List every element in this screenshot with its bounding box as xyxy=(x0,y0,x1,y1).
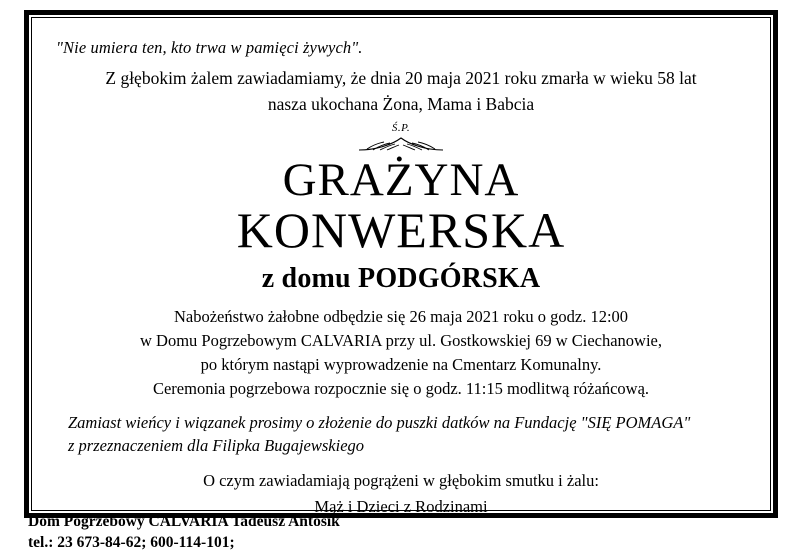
sp-abbreviation: Ś.P. xyxy=(391,122,411,135)
ceremony-details-line: Ceremonia pogrzebowa rozpocznie się o godz. 11:15 modlitwą różańcową. xyxy=(152,378,650,398)
closing-line: O czym zawiadamiają pogrążeni w głębokim smutku i żalu: xyxy=(203,470,599,490)
donation-request xyxy=(68,411,746,457)
ceremony-details-line: po którym nastąpi wyprowadzenie na Cmentarz Komunalny. xyxy=(200,354,602,374)
deceased-maiden-name: z domu PODGÓRSKA xyxy=(261,263,541,295)
announcement-line-2: nasza ukochana Żona, Mama i Babcia xyxy=(267,94,535,115)
funeral-home-footer xyxy=(28,512,340,554)
announcement-line-1: Z głębokim żalem zawiadamiamy, że dnia 20 maja 2021 roku zmarła w wieku 58 lat xyxy=(105,68,697,88)
ceremony-details-line: Nabożeństwo żałobne odbędzie się 26 maja 2021 roku o godz. 12:00 xyxy=(173,307,629,327)
obituary-frame xyxy=(24,10,778,518)
donation-request-line: z przeznaczeniem dla Filipka Bugajewskiego xyxy=(68,435,365,455)
donation-request-line: Zamiast wieńcy i wiązanek prosimy o złożenie do puszki datków na Fundację "SIĘ POMAGA" xyxy=(68,412,691,432)
memorial-quote: "Nie umiera ten, kto trwa w pamięci żywych". xyxy=(56,38,363,57)
ceremony-details-line: w Domu Pogrzebowym CALVARIA przy ul. Gostkowskiej 69 w Ciechanowie, xyxy=(139,331,662,351)
family-signature: Mąż i Dzieci z Rodzinami xyxy=(314,496,488,516)
funeral-home-name: Dom Pogrzebowy CALVARIA Tadeusz Antosik xyxy=(28,513,340,531)
ceremony-details xyxy=(64,305,738,401)
deceased-last-name: KONWERSKA xyxy=(236,202,566,259)
palm-branch-icon xyxy=(54,122,748,156)
funeral-home-phone: tel.: 23 673-84-62; 600-114-101; xyxy=(28,534,235,552)
deceased-first-name: GRAŻYNA xyxy=(282,154,520,207)
obituary-frame-inner xyxy=(31,17,771,516)
